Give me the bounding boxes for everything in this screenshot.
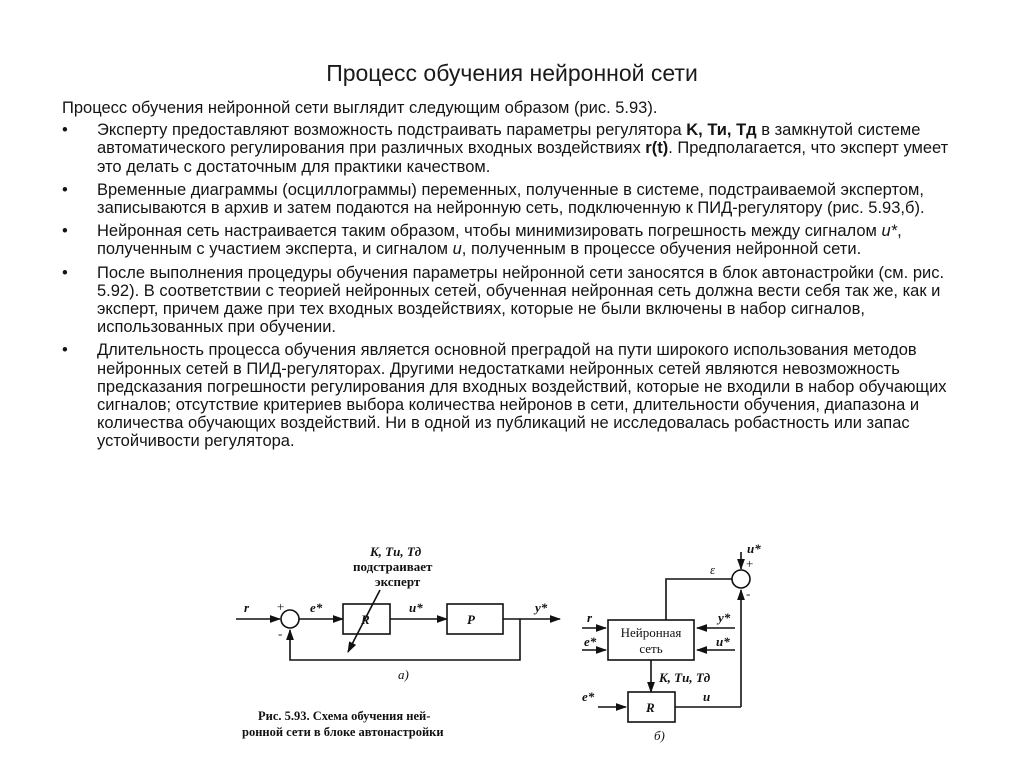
adjust-label-line1: подстраивает bbox=[353, 559, 433, 574]
figure-caption-line1: Рис. 5.93. Схема обучения ней- bbox=[258, 709, 431, 723]
nn-label-line1: Нейронная bbox=[620, 625, 682, 640]
nn-label-line2: сеть bbox=[639, 641, 663, 656]
adjust-label-line2: эксперт bbox=[375, 574, 421, 589]
input-r-label-b: r bbox=[587, 610, 593, 625]
block-P bbox=[447, 604, 503, 634]
minus-sign-a: - bbox=[278, 626, 283, 641]
output-y-label: y* bbox=[535, 600, 548, 615]
feedback-line-a bbox=[290, 619, 520, 660]
bullet-text: , полученным с участием эксперта, и сигналом bbox=[97, 222, 902, 259]
bullet-marker: • bbox=[62, 222, 68, 241]
intro-paragraph: Процесс обучения нейронной сети выглядит следующим образом (рис. 5.93). bbox=[62, 99, 658, 117]
sublabel-a: а) bbox=[398, 667, 409, 682]
input-u-label-b: u* bbox=[747, 541, 761, 556]
input-r-label-a: r bbox=[244, 600, 250, 615]
figure-caption-line2: ронной сети в блоке автонастройки bbox=[242, 725, 444, 739]
params-label-a: K, Tи, Tд bbox=[370, 544, 422, 559]
params-label-b: K, Tи, Tд bbox=[659, 670, 711, 685]
bullet-marker: • bbox=[62, 263, 68, 282]
block-R-label-b: R bbox=[646, 700, 655, 715]
bullet-text: После выполнения процедуры обучения параметры нейронной сети заносятся в блок автонастройки (см. рис. 5.92). В соответствии с теорией нейронных сетей, обученная нейронная сеть должна вести себя так же, как и эксперт, причем даже при тех входных воздействиях, которые не были включены в набор сигналов, использованных при обучении. bbox=[97, 263, 945, 337]
block-P-label: P bbox=[467, 612, 475, 627]
bullet-italic-signal: u* bbox=[881, 222, 898, 241]
input-u-star-label-b: u* bbox=[716, 634, 730, 649]
bullet-text: Временные диаграммы (осциллограммы) переменных, полученные в системе, подстраиваемой экспертом, записываются в архив и затем подаются на нейронную сеть, подключенную к ПИД-регулятору (рис. 5.93,б). bbox=[97, 180, 925, 218]
sublabel-b: б) bbox=[654, 728, 665, 743]
output-u-label-b: u bbox=[703, 689, 711, 704]
bullet-text: , полученным в процессе обучения нейронной сети. bbox=[461, 240, 862, 259]
bullet-text: Длительность процесса обучения является основной преградой на пути широкого использования методов нейронных сетей в ПИД-регуляторах. Другими недостатками нейронных сетей являются невозможность предсказания погрешности регулирования для входных воздействий, которые не входили в набор обучающих сигналов; отсутствие критериев выбора количества нейронов в сети, длительности обучения, диапазона и количества обучающих воздействий. Ни в одной из публикаций не исследовалась робастность или запас устойчивости регулятора. bbox=[97, 341, 947, 451]
signal-u-label-a: u* bbox=[409, 600, 423, 615]
bullet-bold-params: K, Ти, Тд bbox=[686, 121, 757, 140]
bullet-text: . Предполагается, что эксперт умеет это делать с достаточным для практики качеством. bbox=[97, 139, 949, 176]
bullet-text: Эксперту предоставляют возможность подстраивать параметры регулятора bbox=[97, 121, 687, 140]
block-R-label-a: R bbox=[361, 612, 370, 627]
slide-title: Процесс обучения нейронной сети bbox=[326, 60, 698, 86]
plus-sign-b: + bbox=[746, 556, 754, 571]
input-e2-label-b: e* bbox=[582, 689, 595, 704]
minus-sign-b: - bbox=[746, 586, 751, 601]
plus-sign-a: + bbox=[277, 599, 285, 614]
bullet-marker: • bbox=[62, 341, 68, 360]
error-label-a: e* bbox=[310, 600, 323, 615]
bullet-bold-input: r(t) bbox=[645, 139, 669, 158]
bullet-text: Нейронная сеть настраивается таким образом, чтобы минимизировать погрешность между сигналом bbox=[97, 222, 882, 241]
bullet-italic-signal: u bbox=[452, 240, 462, 259]
epsilon-label: ε bbox=[710, 562, 716, 577]
input-y-label-b: y* bbox=[718, 610, 731, 625]
bullet-text: в замкнутой системе автоматического регулирования при различных входных воздействиях bbox=[97, 121, 921, 158]
bullet-marker: • bbox=[62, 180, 68, 199]
input-e-label-b: e* bbox=[584, 634, 597, 649]
bullet-marker: • bbox=[62, 121, 68, 140]
